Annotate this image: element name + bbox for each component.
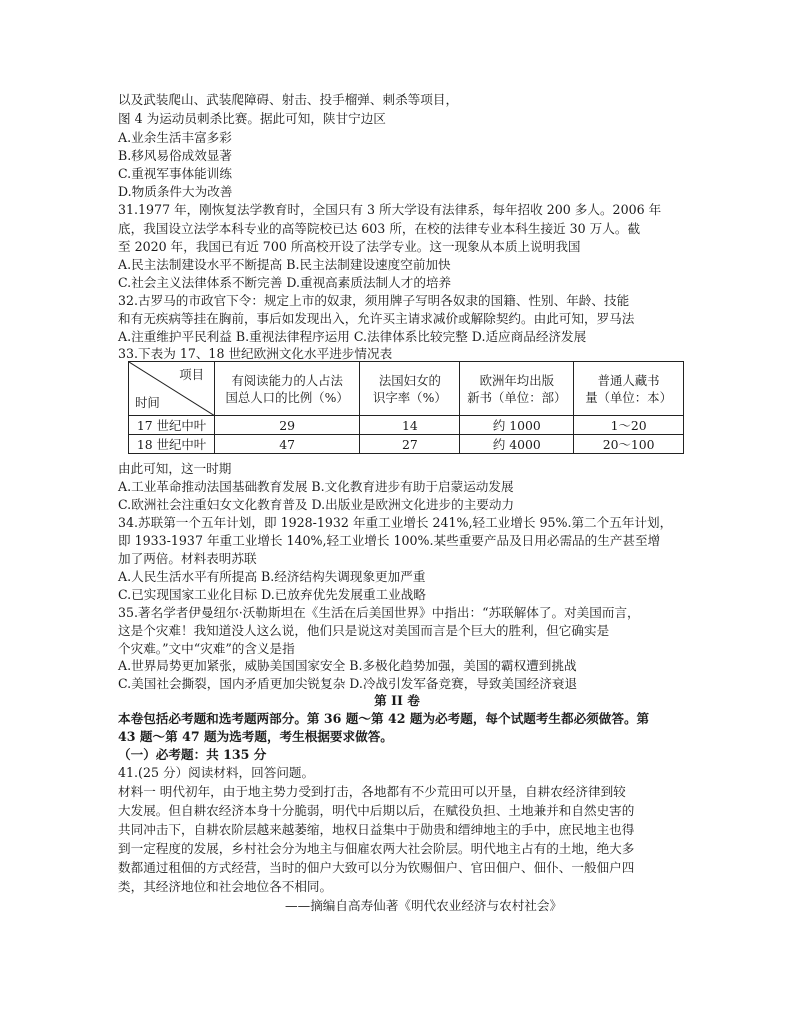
q34-stem-line-2: 即 1933-1937 年重工业增长 140%,轻工业增长 100%.某些重要产品及日用必需品的生产甚至增 [118,533,661,548]
q41-material-line-4: 到一定程度的发展，乡村社会分为地主与佃雇农两大社会阶层。明代地主占有的土地，绝大多 [118,841,635,856]
table-cell: 14 [360,416,460,435]
header-line: 法国妇女的 [378,372,441,388]
q35-stem-line-1: 35.著名学者伊曼纽尔·沃勒斯坦在《生活在后美国世界》中指出：“苏联解体了。对美国而言， [118,605,640,620]
q41-material-line-5: 数都通过租佃的方式经营，当时的佃户大致可以分为钦赐佃户、官田佃户、佃仆、一般佃户四 [118,860,635,875]
q34-options-line-2: C.已实现国家工业化目标 D.已放弃优先发展重工业战略 [118,587,426,602]
q33-stem: 33.下表为 17、18 世纪欧洲文化水平进步情况表 [118,346,393,361]
q33-after: 由此可知，这一时期 [118,461,232,476]
corner-label-item: 项目 [179,367,204,382]
table-cell: 约 1000 [460,416,574,435]
q41-material-line-6: 类，其经济地位和社会地位各不相同。 [118,879,333,894]
q31-stem-line-3: 至 2020 年，我国已有近 700 所高校开设了法学专业。这一现象从本质上说明我国 [118,239,581,254]
q35-stem-line-3: 个灾难。”文中“灾难”的含义是指 [118,641,295,656]
q30-option-d: D.物质条件大为改善 [118,184,233,199]
q35-stem-line-2: 这是个灾难！我知道没人这么说，他们只是说这对美国而言是个巨大的胜利，但它确实是 [118,623,610,638]
table-row [129,416,684,435]
q32-stem-line-1: 32.古罗马的市政官下令：规定上市的奴隶，须用牌子写明各奴隶的国籍、性别、年龄、技能 [118,293,630,308]
table-corner-cell [129,362,215,416]
section-title: 第 II 卷 [374,693,420,708]
q30-option-b: B.移风易俗成效显著 [118,148,233,163]
header-line: 识字率（%） [373,389,447,405]
header-line: 普通人藏书 [597,372,660,388]
required-heading: （一）必考题：共 135 分 [118,747,267,762]
q41-head: 41.(25 分）阅读材料，回答问题。 [118,765,315,780]
table-cell: 1～20 [574,416,684,435]
q41-material-line-1: 材料一 明代初年，由于地主势力受到打击，各地都有不少荒田可以开垦，自耕农经济律到较 [118,784,626,799]
table-cell: 47 [214,435,359,454]
table-header-row [129,362,684,416]
q35-options-line-2: C.美国社会撕裂，国内矛盾更加尖锐复杂 D.冷战引发军备竞赛，导致美国经济衰退 [118,676,578,691]
table-cell: 约 4000 [460,435,574,454]
q41-source: ——摘编自高寿仙著《明代农业经济与农村社会》 [285,898,563,913]
header-line: 量（单位：本） [585,389,672,405]
q31-options-line-2: C.社会主义法律体系不断完善 D.重视高素质法制人才的培养 [118,275,452,290]
q33-options-line-1: A.工业革命推动法国基础教育发展 B.文化教育进步有助于启蒙运动发展 [118,479,514,494]
q30-stem-line-2: 图 4 为运动员刺杀比赛。据此可知，陕甘宁边区 [118,111,386,126]
table-cell: 18 世纪中叶 [129,435,215,454]
header-line: 欧洲年均出版 [479,372,554,388]
table-row [129,435,684,454]
corner-label-time: 时间 [135,395,160,410]
q33-options-line-2: C.欧洲社会注重妇女文化教育普及 D.出版业是欧洲文化进步的主要动力 [118,497,515,512]
q41-material-line-3: 共同冲击下，自耕农阶层越来越萎缩，地权日益集中于勋贵和缙绅地主的手中，庶民地主也得 [118,822,635,837]
table-header-cell [460,362,574,416]
q32-options: A.注重维护平民利益 B.重视法律程序运用 C.法律体系比较完整 D.适应商品经济发展 [118,329,587,344]
table-cell: 17 世纪中叶 [129,416,215,435]
q34-options-line-1: A.人民生活水平有所提高 B.经济结构失调现象更加严重 [118,569,426,584]
header-line: 有阅读能力的人占法 [231,372,343,388]
q32-stem-line-2: 和有无疾病等挂在胸前，事后如发现出入，允许买主请求减价或解除契约。由此可知，罗马法 [118,311,635,326]
q31-stem-line-1: 31.1977 年，刚恢复法学教育时，全国只有 3 所大学设有法律系，每年招收 200 多人。2006 年 [118,202,662,217]
q30-stem-line-1: 以及武装爬山、武装爬障碍、射击、投手榴弹、刺杀等项目， [118,92,459,107]
table-header-cell [360,362,460,416]
table-cell: 29 [214,416,359,435]
q35-options-line-1: A.世界局势更加紧张，威胁美国国家安全 B.多极化趋势加强，美国的霸权遭到挑战 [118,658,577,673]
q34-stem-line-3: 加了两倍。材料表明苏联 [118,551,257,566]
q34-stem-line-1: 34.苏联第一个五年计划，即 1928-1932 年重工业增长 241%,轻工业增长 95%.第二个五年计划， [118,515,673,530]
header-line: 国总人口的比例（%） [225,389,349,405]
q30-option-a: A.业余生活丰富多彩 [118,130,232,145]
section-intro-line-1: 本卷包括必考题和选考题两部分。第 36 题～第 42 题为必考题，每个试题考生都必须做答。第 [118,711,650,726]
q33-table [128,361,684,454]
section-intro-line-2: 43 题～第 47 题为选考题，考生根据要求做答。 [118,729,393,744]
table-header-cell [574,362,684,416]
header-line: 新书（单位：部） [467,389,567,405]
table-header-cell [214,362,359,416]
table-cell: 20～100 [574,435,684,454]
q41-material-line-2: 大发展。但自耕农经济本身十分脆弱，明代中后期以后，在赋役负担、土地兼并和自然史害的 [118,803,635,818]
table-cell: 27 [360,435,460,454]
q31-stem-line-2: 底，我国设立法学本科专业的高等院校已达 603 所，在校的法律专业本科生接近 30 万人。截 [118,221,641,236]
q31-options-line-1: A.民主法制建设水平不断提高 B.民主法制建设速度空前加快 [118,257,451,272]
q30-option-c: C.重视军事体能训练 [118,166,232,181]
